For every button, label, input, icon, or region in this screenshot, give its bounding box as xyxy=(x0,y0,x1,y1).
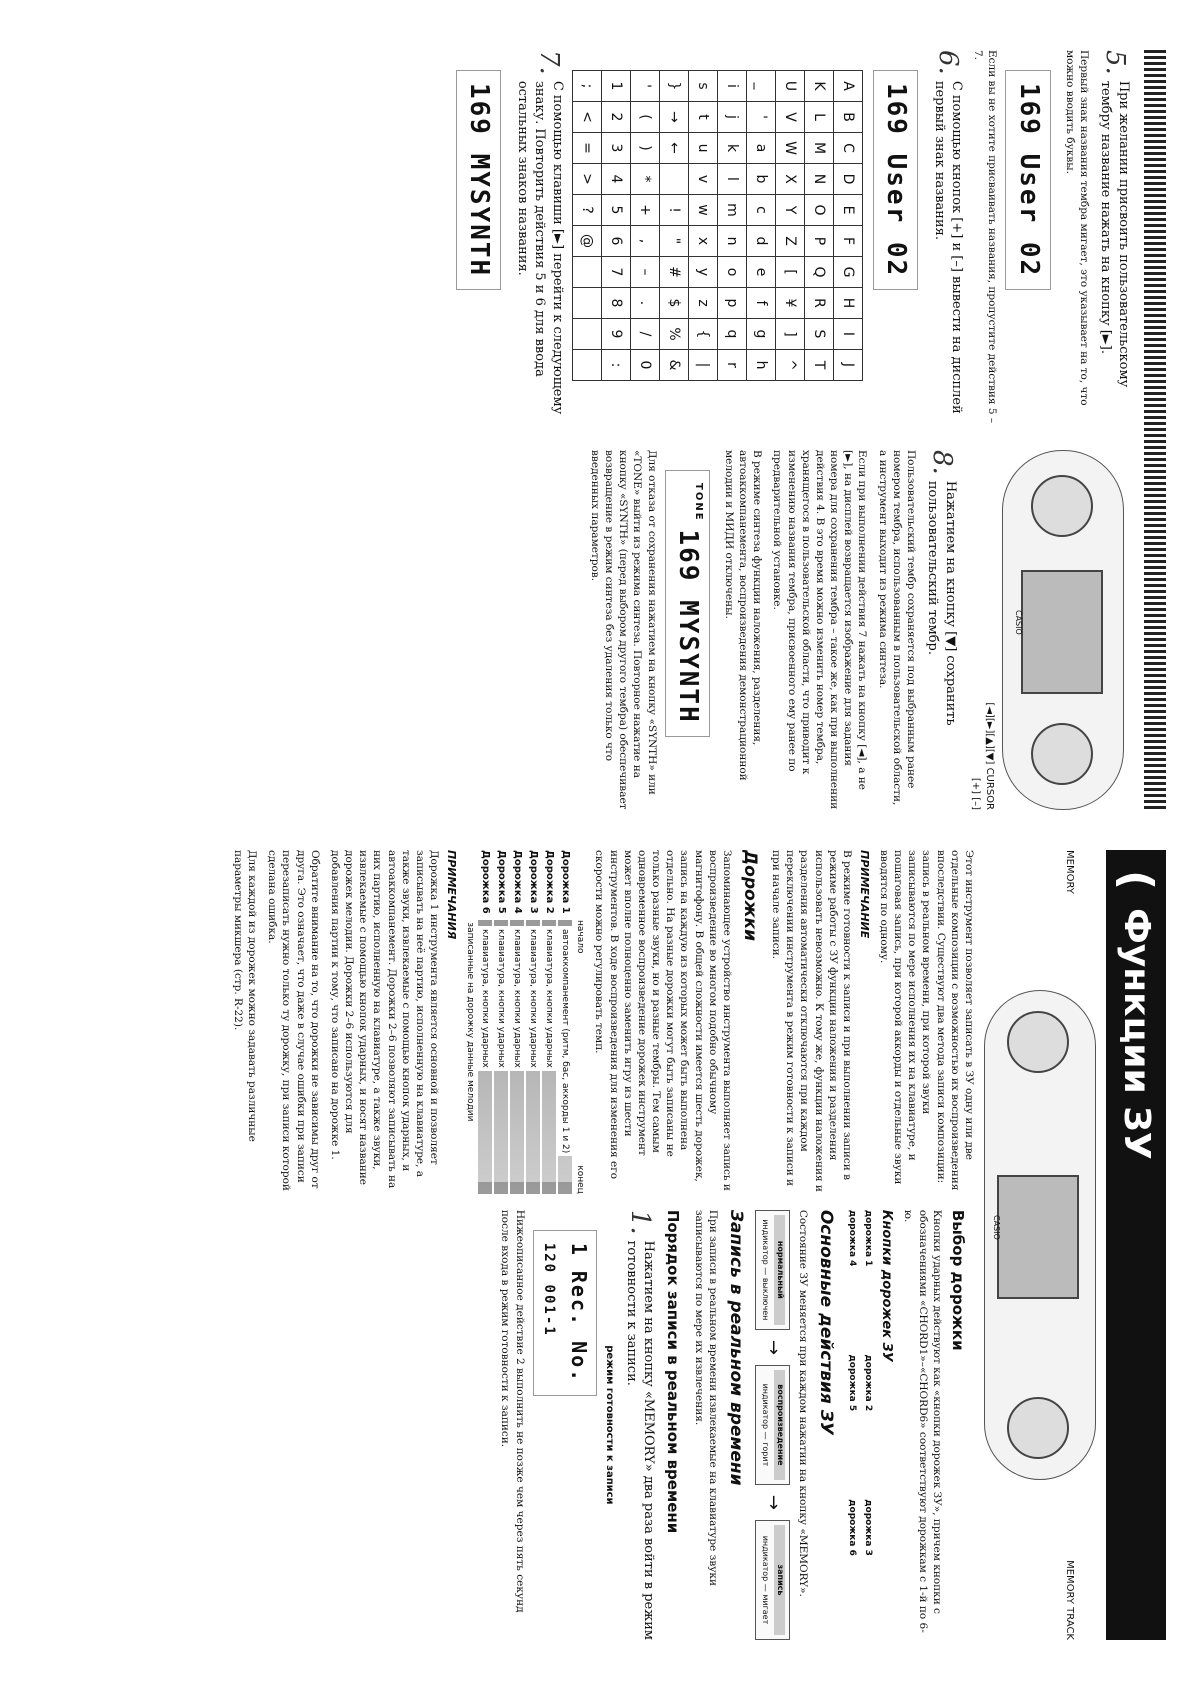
char-cell: z xyxy=(688,288,717,319)
note-text: В режиме готовности к записи и при выполнении записи в режиме работы с ЗУ функции наложения и разделения использовать невозможно. К тому же, функции наложения и разделения автоматически отключаются при каждом переключении инструмента в режим готовности к записи и при начале записи. xyxy=(770,850,853,1192)
char-cell: L xyxy=(804,102,833,133)
char-cell xyxy=(572,257,601,288)
char-cell: – xyxy=(630,257,659,288)
order-step-1 xyxy=(622,1210,657,1640)
track-name: Дорожка 6 xyxy=(479,850,491,914)
step-number: 8. xyxy=(927,450,957,475)
char-cell: } xyxy=(659,71,688,102)
button-label: дорожка 5 xyxy=(846,1354,857,1412)
char-cell: E xyxy=(833,195,862,226)
start-label: начало xyxy=(575,920,586,954)
tracks-text: Запоминающее устройство инструмента выполняет запись и воспроизведение во многом подобно обычному магнитофону. В общей сложности имеется шесть дорожек, запись на каждую из которых может быть выполнена отдельно. На разные дорожки могут быть записаны не только разные звуки, но и разные тембры. Тем самым одновременное воспроизведение дорожек инструмент может вполне полноценно заменить игру из шести инструментов. В ходе воспроизведения для изменения его скорости можно регулировать темп. xyxy=(593,850,733,1191)
title-bracket-icon: ( xyxy=(1110,870,1162,891)
char-cell: m xyxy=(717,195,746,226)
memory-callout: MEMORY xyxy=(1064,850,1075,894)
notes-item-1: Дорожка 1 инструмента является основной и позволяет записывать на неё партию, исполненную на клавиатуре, а также звуки, извлекаемые с помощью кнопок ударных, и автоаккомпанемент. Дорожки 2–6 позволяют записывать на них партию, исполненную на клавиатуре, а также звуки, извлекаемые с помощью кнопок ударных, и носят название дорожек мелодии. Дорожки 2–6 используются для добавления партии к тому, что записано на дорожке 1. xyxy=(328,850,441,1189)
char-cell: ' xyxy=(746,102,775,133)
page-title: Функции ЗУ xyxy=(1116,908,1158,1160)
char-cell: ' xyxy=(630,71,659,102)
char-cell: x xyxy=(688,226,717,257)
char-cell: " xyxy=(659,226,688,257)
ops-heading: Основные действия ЗУ xyxy=(816,1209,837,1435)
arrow-right-icon: → xyxy=(762,1494,784,1510)
char-cell: * xyxy=(630,164,659,195)
char-cell: I xyxy=(833,319,862,350)
char-table-row xyxy=(659,71,688,381)
track-desc: клавиатура, кнопки ударных xyxy=(542,926,556,1071)
state-play: воспроизведение индикатор — горит xyxy=(755,1365,791,1485)
char-cell: 6 xyxy=(601,226,630,257)
char-cell: < xyxy=(572,102,601,133)
diagram-caption: записанные на дорожку данные мелодии xyxy=(465,922,476,1122)
char-cell: ) xyxy=(630,133,659,164)
realtime-text: При записи в реальном времени извлекаемые на клавиатуре звуки записываются по мере их извлечения. xyxy=(692,1209,719,1586)
char-cell: ? xyxy=(572,195,601,226)
character-table xyxy=(572,70,863,381)
step-8 xyxy=(924,450,959,810)
order-heading: Порядок записи в реальном времени xyxy=(664,1209,683,1534)
char-cell: ¥ xyxy=(775,288,804,319)
char-cell: M xyxy=(804,133,833,164)
track-bar xyxy=(478,920,492,1194)
track-row xyxy=(558,850,572,1194)
char-cell: = xyxy=(572,133,601,164)
char-cell: _ xyxy=(746,71,775,102)
char-cell: 9 xyxy=(601,319,630,350)
step-text: При желании присвоить пользовательскому тембру название нажать на кнопку [►]. xyxy=(1098,80,1131,388)
char-table-row xyxy=(833,71,862,381)
char-cell: W xyxy=(775,133,804,164)
char-table-row xyxy=(804,71,833,381)
char-cell: A xyxy=(833,71,862,102)
char-cell: K xyxy=(804,71,833,102)
char-cell: Z xyxy=(775,226,804,257)
end-label: конец xyxy=(575,1165,586,1194)
char-cell: , xyxy=(630,226,659,257)
char-cell: k xyxy=(717,133,746,164)
char-cell xyxy=(572,350,601,381)
char-cell: w xyxy=(688,195,717,226)
char-cell: s xyxy=(688,71,717,102)
char-cell: ← xyxy=(659,133,688,164)
track-name: Дорожка 4 xyxy=(511,850,523,914)
char-cell: # xyxy=(659,257,688,288)
char-cell: $ xyxy=(659,288,688,319)
char-cell: ^ xyxy=(775,350,804,381)
char-cell: > xyxy=(572,164,601,195)
char-cell: h xyxy=(746,350,775,381)
memory-track-callout: MEMORY TRACK xyxy=(1064,1560,1075,1640)
state-record: запись индикатор — мигает xyxy=(755,1520,791,1640)
char-cell: { xyxy=(688,319,717,350)
char-cell: X xyxy=(775,164,804,195)
lcd-display: 169 User 02 xyxy=(873,70,918,290)
brand-logo: CASIO xyxy=(1014,610,1023,635)
char-cell: j xyxy=(717,102,746,133)
char-cell: 2 xyxy=(601,102,630,133)
char-table-row xyxy=(746,71,775,381)
step-number: 5. xyxy=(1100,50,1130,75)
select-text: Кнопки ударных действуют как «кнопки дорожек ЗУ», причем кнопки с обозначениями «CHORD1»–«CHORD6» соответствуют дорожкам с 1-й по 6-ю. xyxy=(902,1209,943,1633)
char-cell: u xyxy=(688,133,717,164)
char-cell: r xyxy=(717,350,746,381)
track-name: Дорожка 2 xyxy=(543,850,555,914)
step8-note-2: Если при выполнении действия 7 нажать на кнопку [◄], а не [►], на дисплей возвращается изображение для задания номера для сохранения тембра – такое же, как при выполнении действия 4. В это время можно изменить номер тембра, хранящегося в пользовательской области, что приводит к изменению названия тембра, присвоенного ему ранее по предварительной установке. xyxy=(771,450,869,810)
speaker-icon xyxy=(1007,1011,1069,1073)
button-label: дорожка 2 xyxy=(862,1354,873,1412)
step8-note-1: Пользовательский тембр сохраняется под выбранным ранее номером тембра, использованным в пользовательской области, а инструмент выходит из режима синтеза. xyxy=(876,450,917,806)
page-right xyxy=(26,850,1166,1640)
cancel-note: Для отказа от сохранения нажатием на кнопку «SYNTH» или «TONE» выйти из режима синтеза. Повторное нажатие на кнопку «SYNTH» (перед выбором другого тембра) обеспечивает возвращение в режим синтеза без удаления только что введенных параметров. xyxy=(588,450,658,810)
step8-note-3: В режиме синтеза функции наложения, разделения, автоаккомпанемента, воспроизведения демонстрационной мелодии и МИДИ отключены. xyxy=(722,450,764,781)
tracks-heading: Дорожки xyxy=(739,850,760,942)
char-cell: v xyxy=(688,164,717,195)
char-cell: P xyxy=(804,226,833,257)
track-diagram xyxy=(464,850,586,1194)
char-cell: | xyxy=(688,350,717,381)
char-cell: Y xyxy=(775,195,804,226)
track-desc: клавиатура, кнопки ударных xyxy=(494,926,508,1071)
char-cell: V xyxy=(775,102,804,133)
track-buttons-diagram xyxy=(845,1210,873,1640)
char-cell: d xyxy=(746,226,775,257)
step-note: Первый знак названия тембра мигает, это указывает на то, что можно вводить буквы. xyxy=(1063,50,1090,406)
char-table-row xyxy=(572,71,601,381)
notes-item-2: Обратите внимание на то, что дорожки не зависимы друг от друга. Это означает, что даже в случае ошибки при записи перезаписать нужно только ту дорожку, при записи которой сделана ошибка. xyxy=(266,850,321,1191)
char-cell: f xyxy=(746,288,775,319)
char-cell: 3 xyxy=(601,133,630,164)
char-cell: 0 xyxy=(630,350,659,381)
char-cell: ] xyxy=(775,319,804,350)
ops-text: Состояние ЗУ меняется при каждом нажатии на кнопку «MEMORY». xyxy=(797,1209,810,1597)
keyboard-illustration xyxy=(984,990,1096,1480)
note-heading: ПРИМЕЧАНИЕ xyxy=(857,850,871,939)
char-table-row xyxy=(688,71,717,381)
step-text: С помощью клавиши [►] перейти к следующему знаку. Повторить действия 5 и 6 для ввода остальных знаков названия. xyxy=(514,80,565,415)
track-bar xyxy=(510,920,524,1194)
track-desc: автоаккомпанемент (ритм, бас, аккорды 1 и 2) xyxy=(558,926,572,1156)
char-cell: ; xyxy=(572,71,601,102)
track-name: Дорожка 3 xyxy=(527,850,539,914)
display-screen xyxy=(997,1175,1079,1299)
track-bar xyxy=(542,920,556,1194)
char-cell: : xyxy=(601,350,630,381)
speaker-icon xyxy=(1007,1397,1069,1459)
char-cell: p xyxy=(717,288,746,319)
button-label: дорожка 3 xyxy=(862,1499,873,1556)
char-table-row xyxy=(717,71,746,381)
char-cell: y xyxy=(688,257,717,288)
track-name: Дорожка 5 xyxy=(495,850,507,914)
notes-heading: ПРИМЕЧАНИЯ xyxy=(444,850,458,940)
char-cell: + xyxy=(630,195,659,226)
char-cell: F xyxy=(833,226,862,257)
char-cell: C xyxy=(833,133,862,164)
char-cell: 5 xyxy=(601,195,630,226)
track-name: Дорожка 1 xyxy=(559,850,571,914)
step-text: Нажатием на кнопку «MEMORY» два раза войти в режим готовности к записи. xyxy=(623,1240,657,1640)
char-cell: g xyxy=(746,319,775,350)
char-cell: & xyxy=(659,350,688,381)
step-number: 1. xyxy=(625,1209,656,1235)
char-cell: B xyxy=(833,102,862,133)
char-cell xyxy=(659,164,688,195)
lcd-display: 169 MYSYNTH xyxy=(456,70,501,290)
skip-note: Если вы не хотите присваивать названия, пропустите действия 5 – 7. xyxy=(972,50,999,424)
lcd-caption: режим готовности к записи xyxy=(604,1345,616,1505)
button-label: дорожка 1 xyxy=(862,1209,873,1267)
notes-item-3: Для каждой из дорожек можно задавать различные параметры микшера (стр. R-22). xyxy=(231,850,259,1142)
step-text: Нажатием на кнопку [▼] сохранить пользовательский тембр. xyxy=(925,480,958,726)
track-bar xyxy=(494,920,508,1194)
char-cell: @ xyxy=(572,226,601,257)
char-cell: O xyxy=(804,195,833,226)
char-cell: . xyxy=(630,288,659,319)
track-desc: клавиатура, кнопки ударных xyxy=(478,926,492,1071)
track-row xyxy=(542,850,556,1194)
arrow-right-icon: → xyxy=(762,1339,784,1355)
char-cell: → xyxy=(659,102,688,133)
char-cell: 4 xyxy=(601,164,630,195)
char-cell: Q xyxy=(804,257,833,288)
header-hatch xyxy=(1144,50,1166,810)
step-text: С помощью кнопок [+] и [–] вывести на дисплей первый знак названия. xyxy=(931,80,965,414)
buttons-heading: Кнопки дорожек ЗУ xyxy=(879,1209,895,1362)
char-cell: i xyxy=(717,71,746,102)
step-7 xyxy=(513,50,566,430)
intro-text: Этот инструмент позволяет записать в ЗУ одну или две отдельные композиции с возможностью их воспроизведения впоследствии. Существуют два метода записи композиции: запись в реальном времени, при которой звуки записываются по мере исполнения их на клавиатуре, и пошаговая запись, при которой аккорды и отдельные звуки вводятся по одному. xyxy=(877,850,975,1191)
char-cell: n xyxy=(717,226,746,257)
char-cell: b xyxy=(746,164,775,195)
step-6 xyxy=(930,50,965,430)
char-cell: G xyxy=(833,257,862,288)
display-screen xyxy=(1021,570,1103,694)
state-flow xyxy=(755,1210,791,1640)
char-cell: N xyxy=(804,164,833,195)
keyboard-illustration xyxy=(1002,450,1124,810)
char-cell: 7 xyxy=(601,257,630,288)
track-bar xyxy=(526,920,540,1194)
lcd-display: 169 User 02 xyxy=(1005,70,1050,290)
char-cell xyxy=(572,288,601,319)
lcd-display: $^{TONE}$169 MYSYNTH xyxy=(665,470,710,737)
char-cell: q xyxy=(717,319,746,350)
page-left xyxy=(26,50,1166,810)
button-label: дорожка 4 xyxy=(846,1209,857,1267)
char-table-row xyxy=(630,71,659,381)
char-cell: J xyxy=(833,350,862,381)
char-cell: 1 xyxy=(601,71,630,102)
char-cell: l xyxy=(717,164,746,195)
char-cell: % xyxy=(659,319,688,350)
char-cell: e xyxy=(746,257,775,288)
char-cell xyxy=(572,319,601,350)
char-cell: U xyxy=(775,71,804,102)
track-row xyxy=(478,850,492,1194)
char-cell: T xyxy=(804,350,833,381)
brand-logo: CASIO xyxy=(992,1215,1001,1240)
char-cell: R xyxy=(804,288,833,319)
state-normal: нормальный индикатор — выключен xyxy=(755,1210,791,1330)
char-cell: t xyxy=(688,102,717,133)
track-row xyxy=(494,850,508,1194)
char-cell: [ xyxy=(775,257,804,288)
step2-note: Нижеописанное действие 2 выполнить не позже чем через пять секунд после входа в режим готовности к записи. xyxy=(499,1209,526,1613)
char-cell: ! xyxy=(659,195,688,226)
char-cell: H xyxy=(833,288,862,319)
button-label: дорожка 6 xyxy=(846,1499,857,1556)
char-cell: c xyxy=(746,195,775,226)
char-cell: D xyxy=(833,164,862,195)
track-bar xyxy=(558,920,572,1194)
speaker-icon xyxy=(1031,723,1093,785)
realtime-heading: Запись в реальном времени xyxy=(725,1209,746,1486)
cursor-callout: [◄][►][▲][▼] CURSOR xyxy=(984,702,995,810)
plusminus-callout: [+] [–] xyxy=(970,777,982,810)
char-cell: / xyxy=(630,319,659,350)
step-number: 6. xyxy=(933,50,964,75)
step-5 xyxy=(1097,50,1132,430)
track-row xyxy=(510,850,524,1194)
step-number: 7. xyxy=(533,50,564,75)
char-cell: S xyxy=(804,319,833,350)
char-table-row xyxy=(601,71,630,381)
track-desc: клавиатура, кнопки ударных xyxy=(510,926,524,1071)
select-heading: Выбор дорожки xyxy=(949,1209,967,1351)
track-desc: клавиатура, кнопки ударных xyxy=(526,926,540,1071)
char-cell: 8 xyxy=(601,288,630,319)
speaker-icon xyxy=(1031,475,1093,537)
char-cell: a xyxy=(746,133,775,164)
char-cell: o xyxy=(717,257,746,288)
char-table-row xyxy=(775,71,804,381)
lcd-display: 1 Rec. No. 120 001-1 xyxy=(533,1230,597,1396)
char-cell: ( xyxy=(630,102,659,133)
section-title-bar xyxy=(1106,850,1166,1640)
track-row xyxy=(526,850,540,1194)
